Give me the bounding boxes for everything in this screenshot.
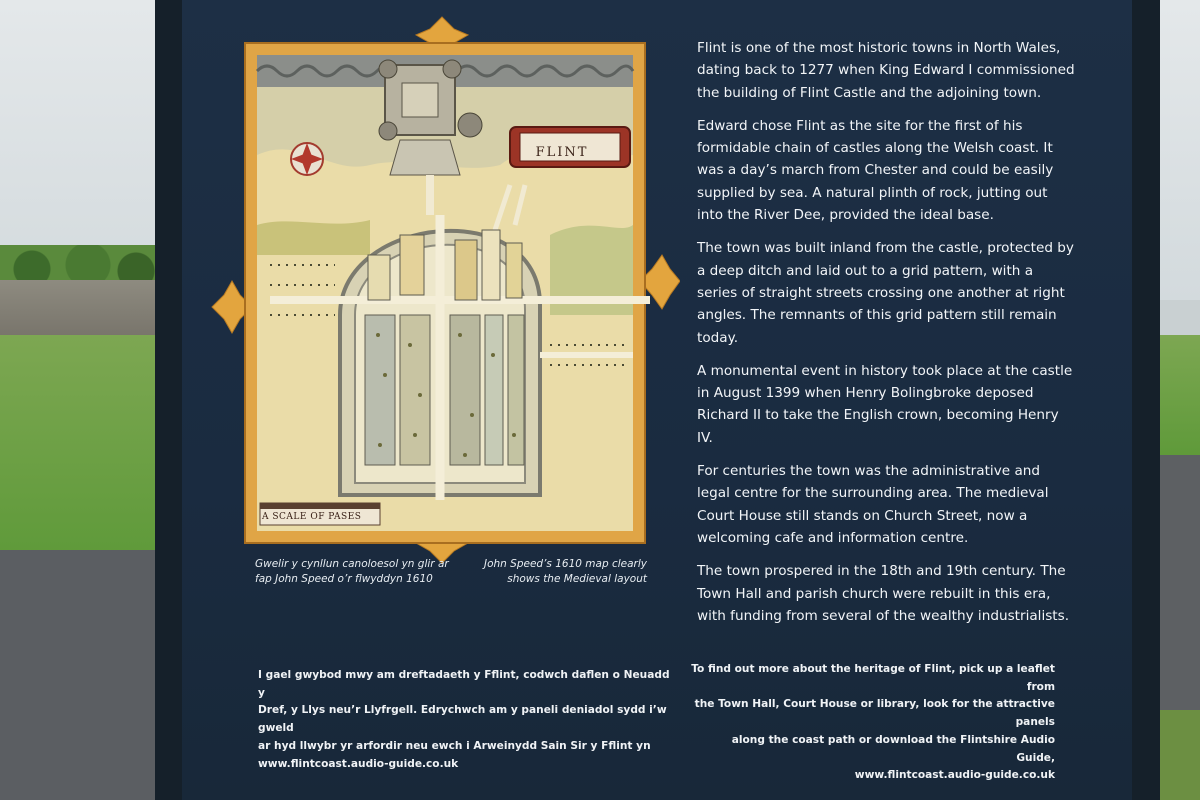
footer-english [690,661,1055,785]
footer-welsh-line: ar hyd llwybr yr arfordir neu ewch i Arweinydd Sain Sir y Fflint yn [258,739,651,752]
map-caption-english: John Speed’s 1610 map clearly shows the Medieval layout [484,558,647,585]
paragraph: The town prospered in the 18th and 19th century. The Town Hall and parish church were rebuilt in this era, with funding from several of the wealthy industrialists. [697,563,1070,624]
footer-welsh-url: www.flintcoast.audio-guide.co.uk [258,757,459,770]
footer-english-line: To find out more about the heritage of Flint, pick up a leaflet from [691,663,1055,693]
paragraph: Edward chose Flint as the site for the first of his formidable chain of castles along the Welsh coast. It was a day’s march from Chester and could be easily supplied by sea. A natural plinth of rock, jutting out into the River Dee, provided the ideal base. [697,117,1054,224]
stone-wall [0,280,160,340]
historic-map [210,15,680,565]
footer-welsh-line: Dref, y Llys neu’r Llyfrgell. Edrychwch am y paneli deniadol sydd i’w gweld [258,704,667,735]
paragraph: For centuries the town was the administrative and legal centre for the surrounding area. The medieval Court House still stands on Church Street, now a welcoming cafe and information centre. [697,463,1049,546]
footer-welsh [258,667,678,773]
paragraph: A monumental event in history took place at the castle in August 1399 when Henry Bolingbroke deposed Richard II to take the English crown, becoming Henry IV. [697,362,1073,446]
path-left [0,550,180,800]
map-illustration [210,15,680,565]
footer-english-line: the Town Hall, Court House or library, look for the attractive panels [694,698,1055,729]
paragraph: The town was built inland from the castle, protected by a deep ditch and laid out to a grid pattern, with a series of straight streets crossing one another at right angles. The remnants of this grid pattern still remain today. [697,240,1074,346]
footer-english-line: along the coast path or download the Flintshire Audio Guide, [731,733,1055,764]
map-scale-label: A SCALE OF PASES [262,512,362,522]
footer-english-url: www.flintcoast.audio-guide.co.uk [854,769,1055,782]
map-cartouche-title: FLINT [535,145,589,160]
paragraph: Flint is one of the most historic towns in North Wales, dating back to 1277 when King Edward I commissioned the building of Flint Castle and the adjoining town. [697,40,1075,101]
map-caption-welsh: Gwelir y cynllun canoloesol yn glir ar fap John Speed o’r flwyddyn 1610 [255,558,449,585]
footer-welsh-line: I gael gwybod mwy am dreftadaeth y Fflint, codwch daflen o Neuadd y [258,669,670,699]
history-text [697,37,1077,638]
grass-left [0,335,165,555]
trees [0,245,160,285]
